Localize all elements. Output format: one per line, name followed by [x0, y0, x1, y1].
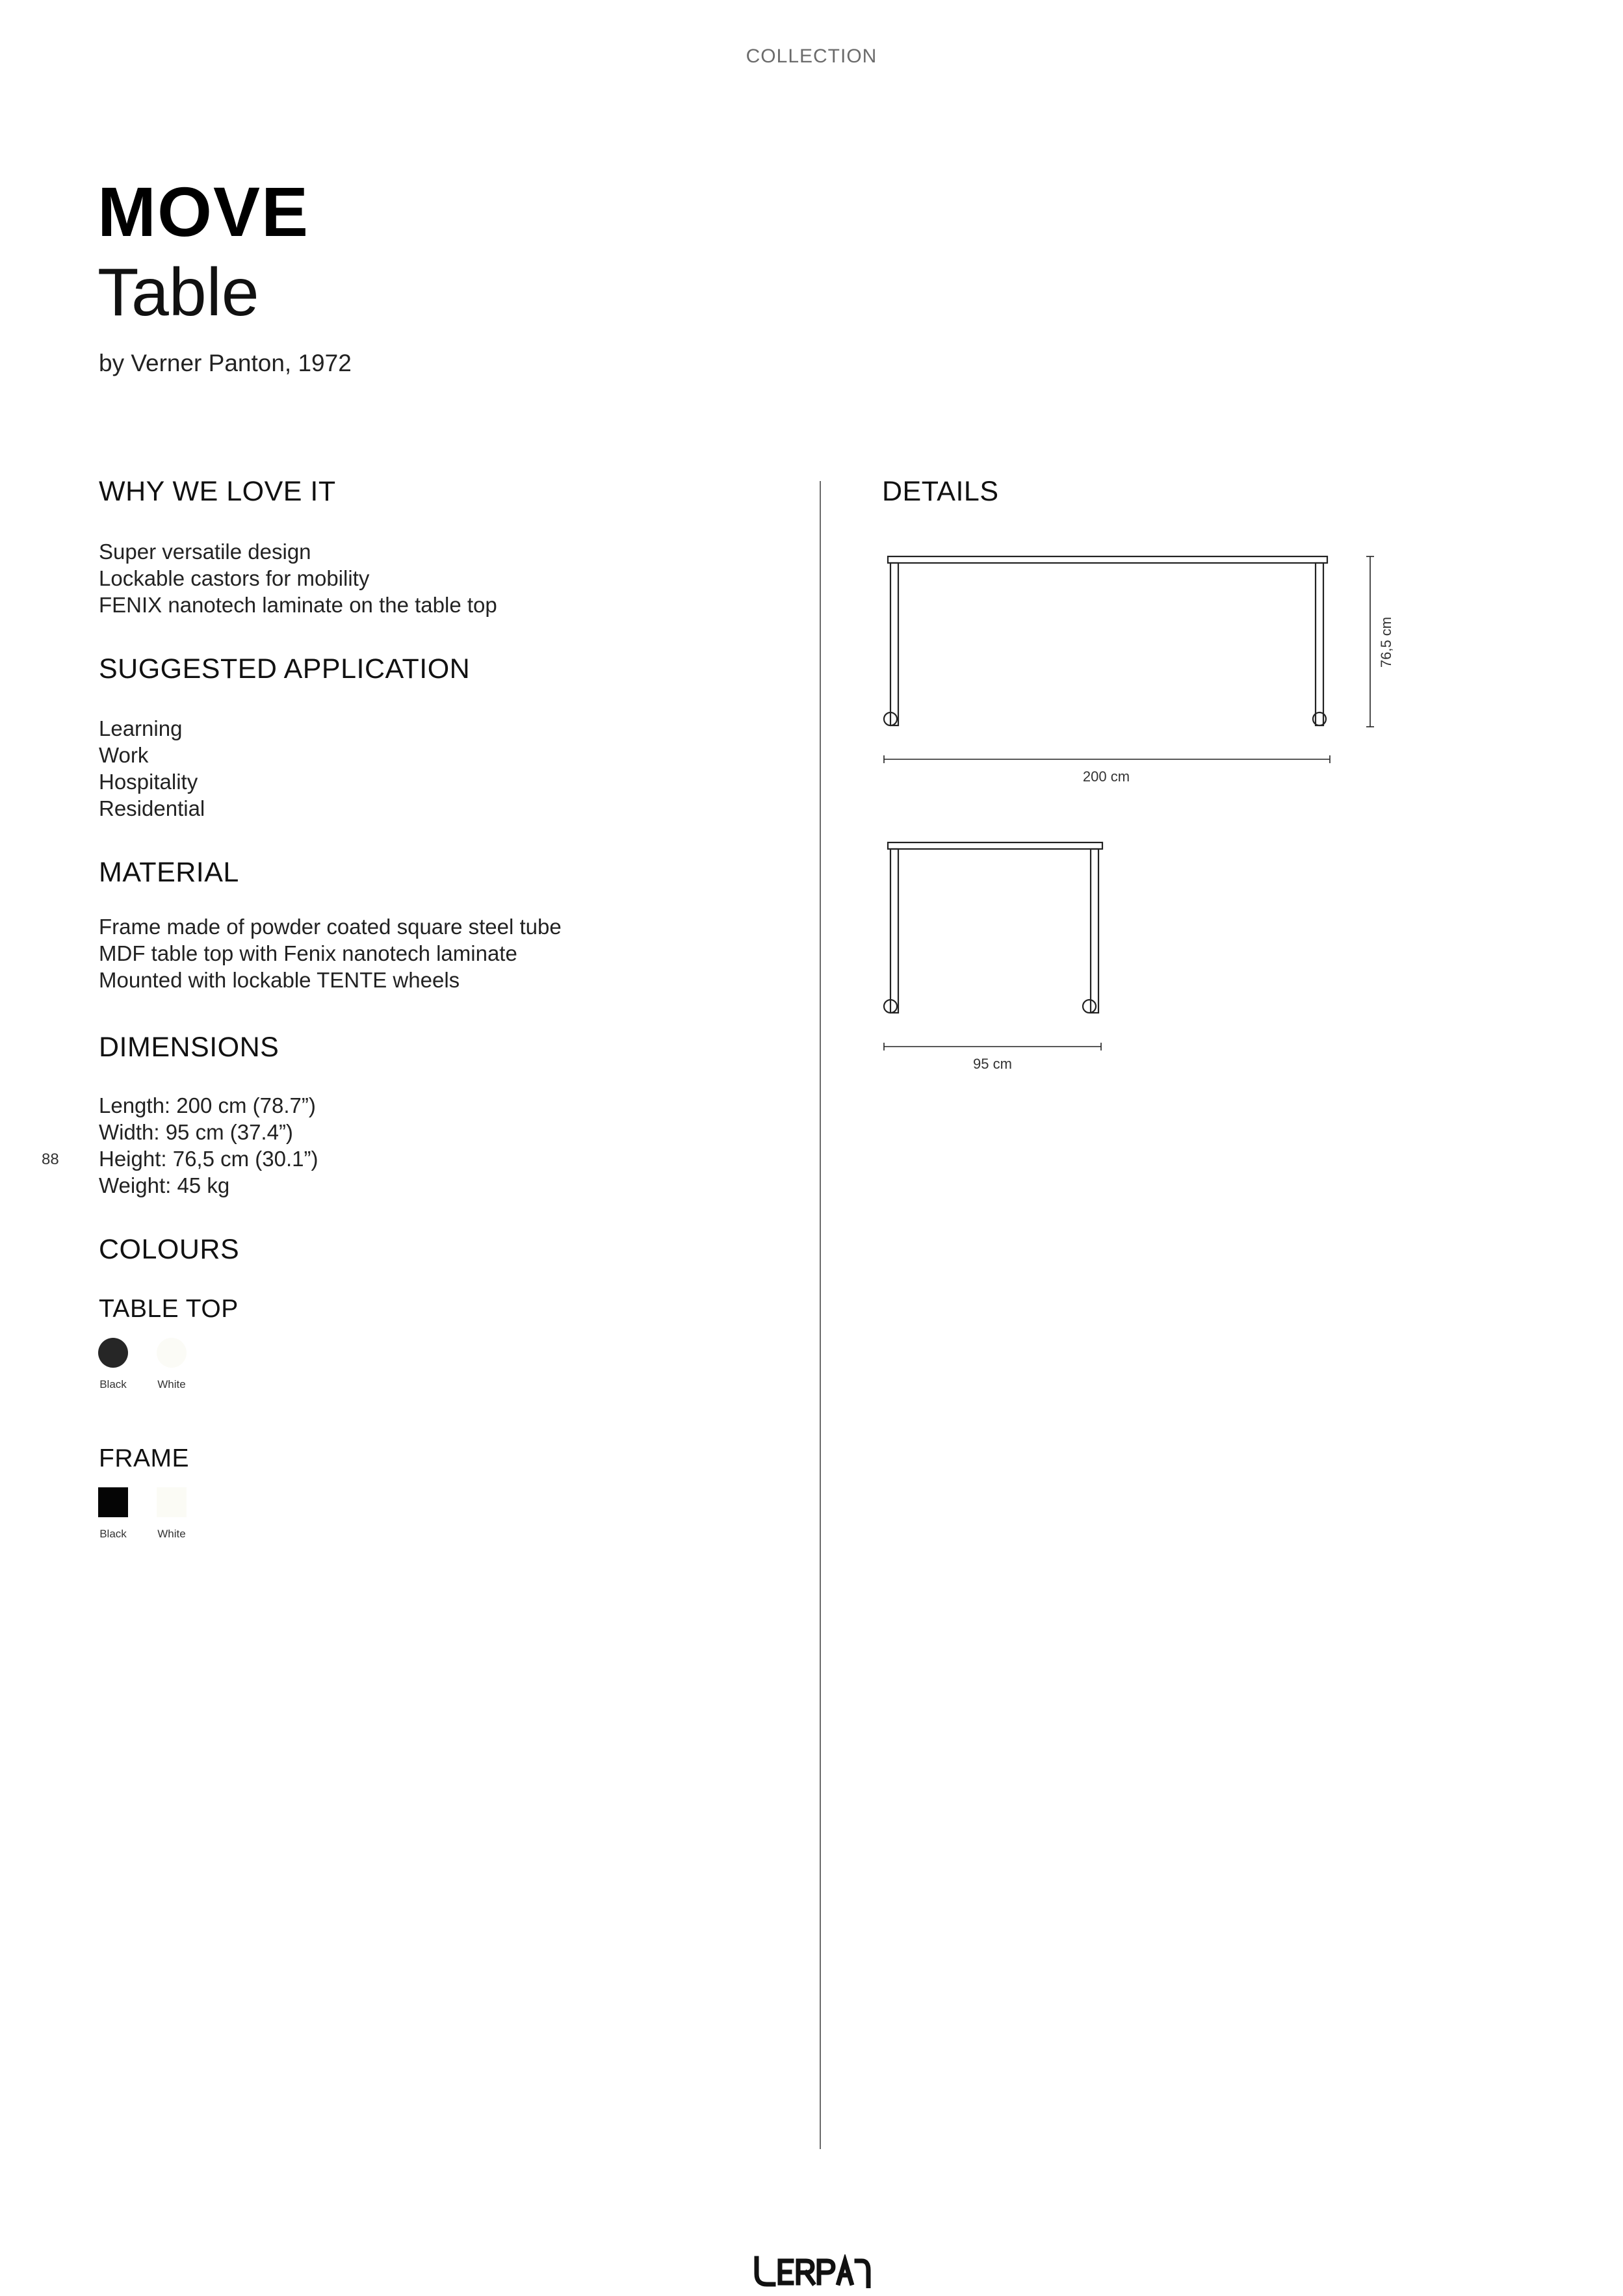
application-line: Residential	[99, 796, 205, 820]
frame-swatch-white[interactable]	[157, 1487, 187, 1517]
product-byline: by Verner Panton, 1972	[99, 350, 352, 376]
details-heading: DETAILS	[882, 476, 999, 507]
why-list	[99, 538, 497, 618]
why-line: Lockable castors for mobility	[99, 566, 370, 590]
height-dimension-label: 76,5 cm	[1378, 616, 1394, 668]
table-top-heading: TABLE TOP	[99, 1295, 239, 1323]
side-view-drawing	[884, 842, 1102, 1050]
material-line: Frame made of powder coated square steel tube	[99, 915, 562, 939]
table-top-swatch-black[interactable]	[98, 1338, 128, 1368]
table-top-swatch-label: Black	[99, 1378, 127, 1390]
dimension-line: Length: 200 cm (78.7”)	[99, 1093, 316, 1117]
colours-heading: COLOURS	[99, 1234, 240, 1265]
dimension-line: Weight: 45 kg	[99, 1173, 230, 1197]
application-heading: SUGGESTED APPLICATION	[99, 653, 471, 685]
width-dimension-label: 95 cm	[973, 1056, 1012, 1072]
frame-swatch-label: White	[157, 1528, 186, 1540]
material-list	[99, 913, 562, 993]
side-left-leg	[890, 849, 898, 1013]
front-right-leg	[1316, 563, 1323, 725]
material-heading: MATERIAL	[99, 857, 239, 888]
why-line: Super versatile design	[99, 540, 311, 564]
length-dimension-label: 200 cm	[1082, 768, 1130, 785]
front-left-leg	[890, 563, 898, 725]
application-line: Work	[99, 743, 149, 767]
table-technical-drawing	[871, 546, 1430, 1092]
material-line: MDF table top with Fenix nanotech laminate	[99, 941, 517, 965]
frame-heading: FRAME	[99, 1444, 189, 1472]
frame-swatch-black[interactable]	[98, 1487, 128, 1517]
material-line: Mounted with lockable TENTE wheels	[99, 968, 460, 992]
dimensions-list	[99, 1092, 318, 1199]
application-list	[99, 715, 205, 822]
column-divider	[820, 481, 821, 2149]
product-name: MOVE	[97, 172, 310, 251]
product-type: Table	[97, 255, 259, 330]
verpan-logo	[754, 2254, 871, 2288]
front-tabletop-icon	[888, 556, 1327, 563]
application-line: Learning	[99, 716, 183, 740]
why-line: FENIX nanotech laminate on the table top	[99, 593, 497, 617]
application-line: Hospitality	[99, 770, 198, 794]
front-view-drawing	[884, 556, 1374, 763]
frame-swatch-label: Black	[99, 1528, 127, 1540]
table-top-swatch-label: White	[157, 1378, 186, 1390]
side-right-leg	[1091, 849, 1098, 1013]
page-number: 88	[42, 1151, 59, 1168]
why-heading: WHY WE LOVE IT	[99, 476, 336, 507]
header-label: COLLECTION	[746, 46, 877, 67]
side-tabletop-icon	[888, 842, 1102, 849]
dimension-line: Width: 95 cm (37.4”)	[99, 1120, 293, 1144]
side-right-wheel-icon	[1083, 1000, 1096, 1013]
table-top-swatch-white[interactable]	[157, 1338, 187, 1368]
dimension-line: Height: 76,5 cm (30.1”)	[99, 1147, 318, 1171]
dimensions-heading: DIMENSIONS	[99, 1032, 279, 1063]
